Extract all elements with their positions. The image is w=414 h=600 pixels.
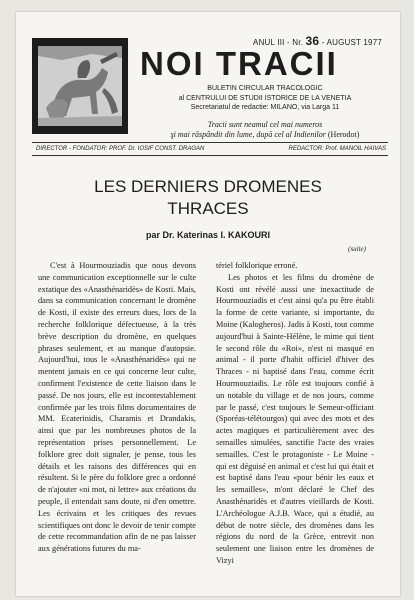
article-title-line-2: THRACES: [167, 199, 249, 218]
relief-logo-image: [32, 38, 128, 134]
editor-credit: REDACTOR: Prof. MANOIL HAIVAS: [288, 146, 386, 152]
top-divider: [32, 142, 388, 143]
staff-line: [36, 146, 386, 152]
paragraph: Les photos et les films du dromène de Kosti ont révélé aussi une inexactitude de Hourmouziadis et c'est ainsi qu'a pu être établi la forme de cette variante, si importante, du Moine (Kalogheros). Jadis à Kosti, tout comme aujourd'hui à Sainte-Hélène, le mime qui tient le second rôle du «Roi», n'est ni masqué en animal - il porte d'habit officiel d'hiver des Thraces - ni baptisé dans l'eau, comme écrit Hourmouziadis. Le rôle est toujours confié à un notable du village et de nos jours, comme par le passé, c'est toujours le Semeur-officiant (Sporéas-télétourgos) qui avec des mots et des actes magiques et particulièrement avec des semailles simulées, sanctifie l'acte des vraies semailles. C'est le protagoniste - Le Moine - qui est déguisé en animal et c'est lui qui était et est baptisé dans l'eau «pour bénir les eaux et les semailles», m'ont déclaré le Chef des Anasthénaridès et d'autres vieillards de Kosti. L'Archéologue A.J.B. Wace, qui a étudié, au début de notre siècle, des dromènes dans les régions du nord de la Grèce, entrevit non seulement une liaison entre les dromènes de Vizyi: [216, 272, 374, 565]
paragraph-continued: tériel folklorique erroné.: [216, 261, 298, 270]
right-column: [216, 260, 374, 567]
newsletter-page: [16, 12, 400, 596]
director-credit: DIRECTOR - FONDATOR: PROF. Dr. IOSIF CONST. DRAGAN: [36, 146, 205, 152]
motto-author: (Herodot): [327, 130, 360, 139]
issue-prefix: ANUL III - Nr.: [253, 38, 304, 47]
article-byline: par Dr. Katerinas I. KAKOURI: [145, 230, 271, 240]
article-title: [36, 176, 380, 220]
paragraph: C'est à Hourmouziadis que nous devons une communication exceptionnelle sur le culte extatique des «Anasthénaridès» de Kosti. Mais, dans sa communication concernant le dromène de Kosti, il existe des erreurs dues, lors de la recherche folklorique défectueuse, à la très brève description du dromène, en quelques phrases seulement, et au manque d'autopsie. Aujourd'hui, tous le «Anasthénaridès» qui ne mentent jamais en ce qui concerne leur culte, confirment l'existence de cette liaison dans le passé. De nos jours, elle est incontestablement confirmée par les trois films documentaires de MM. Ecaterinidis, Charamis et Drandakis, ainsi que par les nombreuses photos de la représentation prises personnellement. Le folklore grec doit signaler, je pense, tous les détails et les raisons des différences qui en résultent. Si le père du folklore grec a ordonné de n'ajouter «ni mot, ni lettre» aux créations du peuple, il entendait sans doute, ni d'en omettre. Les écrivains et les critiques des revues scientifiques ont donc le devoir de tenir compte de cette recommandation afin de ne pas laisser aux générations futures du ma-: [38, 261, 196, 554]
issue-number: 36: [305, 34, 320, 48]
motto-line-2-text: şi mai răspândit din lume, după cel al Indienilor: [170, 130, 326, 139]
newsletter-title: NOI TRACII: [140, 45, 338, 82]
motto: [140, 120, 390, 140]
masthead-subtitle: [140, 84, 390, 113]
thracian-rider-relief-icon: [32, 38, 128, 134]
motto-line-1: Tracii sunt neamul cel mai numeros: [207, 120, 323, 129]
left-column: [38, 260, 196, 555]
continued-note: (suite): [348, 245, 366, 253]
bottom-divider: [32, 155, 388, 156]
subtitle-line-3: Secretariatul de redactie: MILANO, via Larga 11: [190, 104, 340, 112]
issue-date: - AUGUST 1977: [321, 38, 382, 47]
article-title-line-1: LES DERNIERS DROMENES: [94, 177, 322, 196]
subtitle-line-1: BULETIN CIRCULAR TRACOLOGIC: [207, 85, 323, 92]
subtitle-line-2: al CENTRULUI DE STUDII ISTORICE DE LA VENETIA: [178, 94, 352, 102]
motto-line-2: [140, 130, 390, 140]
